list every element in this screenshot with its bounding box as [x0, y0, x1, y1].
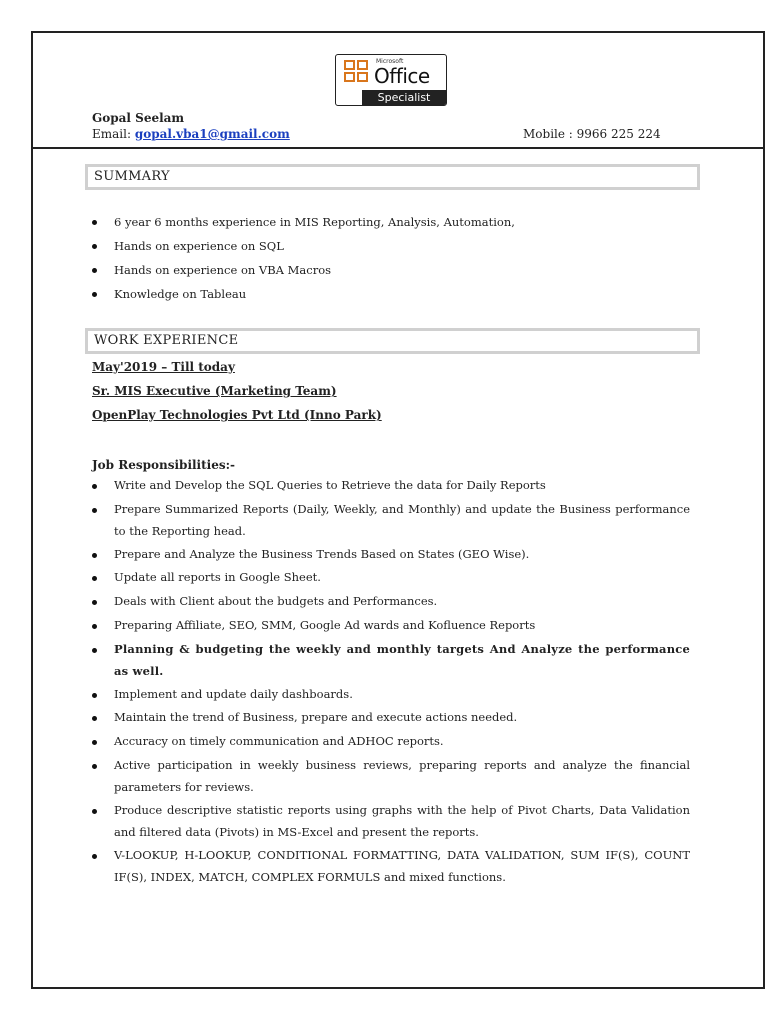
list-item: Accuracy on timely communication and ADHOC reports.: [92, 730, 690, 754]
job-role: Sr. MIS Executive (Marketing Team): [92, 384, 337, 398]
list-item: Write and Develop the SQL Queries to Retrieve the data for Daily Reports: [92, 474, 690, 498]
list-item: Knowledge on Tableau: [92, 282, 690, 306]
resume-page: [31, 31, 765, 989]
list-item: Deals with Client about the budgets and Performances.: [92, 590, 690, 614]
list-item: Maintain the trend of Business, prepare and execute actions needed.: [92, 706, 690, 730]
list-item: Planning & budgeting the weekly and monthly targets And Analyze the performance as well.: [92, 638, 690, 683]
responsibilities-list: [92, 474, 690, 889]
candidate-name: Gopal Seelam: [92, 111, 185, 125]
list-item: Active participation in weekly business reviews, preparing reports and analyze the financial parameters for reviews.: [92, 754, 690, 799]
logo-brand: Microsoft: [376, 58, 404, 65]
list-item: Hands on experience on SQL: [92, 234, 690, 258]
office-squares-icon: [344, 60, 370, 84]
list-item: Update all reports in Google Sheet.: [92, 566, 690, 590]
responsibilities-heading: Job Responsibilities:-: [92, 458, 236, 472]
list-item: V-LOOKUP, H-LOOKUP, CONDITIONAL FORMATTING, DATA VALIDATION, SUM IF(S), COUNT IF(S), INDEX, MATCH, COMPLEX FORMULS and mixed functions.: [92, 844, 690, 889]
list-item: Hands on experience on VBA Macros: [92, 258, 690, 282]
list-item: Prepare Summarized Reports (Daily, Weekly, and Monthly) and update the Business performance to the Reporting head.: [92, 498, 690, 543]
header-divider: [33, 147, 763, 149]
summary-title: SUMMARY: [88, 167, 697, 187]
work-experience-title: WORK EXPERIENCE: [88, 331, 697, 351]
list-item: Implement and update daily dashboards.: [92, 683, 690, 707]
mobile-number: Mobile : 9966 225 224: [523, 127, 661, 141]
list-item: Preparing Affiliate, SEO, SMM, Google Ad wards and Kofluence Reports: [92, 614, 690, 638]
office-specialist-logo: [335, 54, 447, 106]
list-item: Prepare and Analyze the Business Trends Based on States (GEO Wise).: [92, 543, 690, 567]
email-link[interactable]: gopal.vba1@gmail.com: [134, 127, 290, 141]
logo-badge: Specialist: [362, 90, 446, 105]
logo-product: Office: [374, 64, 430, 88]
summary-list: [92, 210, 690, 306]
job-company: OpenPlay Technologies Pvt Ltd (Inno Park): [92, 408, 382, 422]
job-period: May'2019 – Till today: [92, 360, 235, 374]
email-label: Email:: [92, 127, 132, 141]
list-item: 6 year 6 months experience in MIS Reporting, Analysis, Automation,: [92, 210, 690, 234]
work-experience-heading: [85, 328, 700, 354]
summary-heading: [85, 164, 700, 190]
email-line: [92, 127, 290, 141]
list-item: Produce descriptive statistic reports using graphs with the help of Pivot Charts, Data Validation and filtered data (Pivots) in MS-Excel and present the reports.: [92, 799, 690, 844]
